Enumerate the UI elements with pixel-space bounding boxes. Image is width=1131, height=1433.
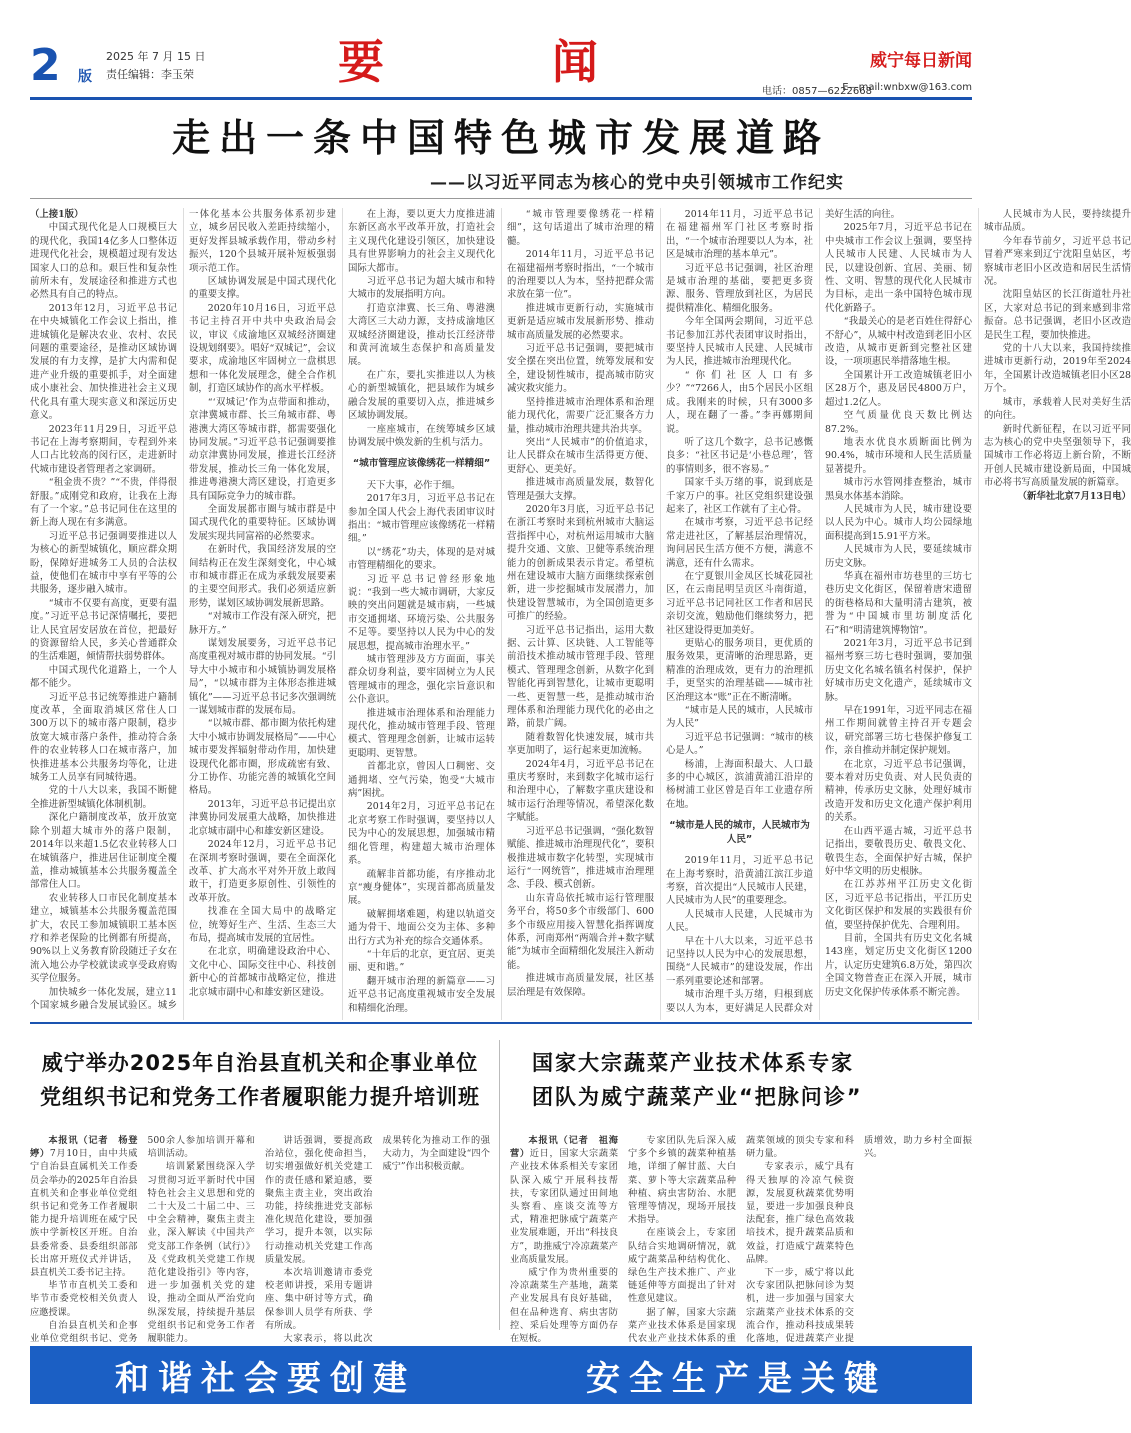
article-subhead: “城市是人民的城市，人民城市为人民” <box>669 820 810 845</box>
article-training-title-line2: 党组织书记和党务工作者履职能力提升培训班 <box>40 1085 480 1109</box>
article-paragraph: 中国式现代化道路上，一个人都不能少。 <box>30 664 177 690</box>
page-number: 2 <box>30 40 61 91</box>
main-subheadline: ——以习近平同志为核心的党中央引领城市工作纪实 <box>430 173 844 193</box>
article-paragraph: 区域协调发展是中国式现代化的重要支撑。 <box>189 276 336 301</box>
article-paragraph: 2019年11月，习近平总书记在上海考察时，沿黄浦江滨江步道考察，首次提出“人民城市人民建，人民城市为人民”的重要理念。 <box>666 855 813 907</box>
article-paragraph <box>30 1134 138 1279</box>
article-paragraph: “城市管理要像绣花一样精细”，这句话道出了城市治理的精髓。 <box>507 209 654 247</box>
article-paragraph: “城市是人民的城市，人民城市为人民” <box>666 705 813 730</box>
article-paragraph: 在城市考察，习近平总书记经常走进社区，了解基层治理情况，询问居民生活方便不方便，满意不满意，还有什么需求。 <box>666 517 813 569</box>
article-paragraph: 专家表示，威宁具有得天独厚的冷凉气候资源，发展夏秋蔬菜优势明显，要进一步加强良种良法配套，推广绿色高效栽培技术，提升蔬菜品质和效益，打造威宁蔬菜特色品牌。 <box>746 1161 854 1265</box>
article-paragraph: 2024年4月，习近平总书记在重庆考察时，来到数字化城市运行和治理中心，了解数字重庆建设和城市运行治理等情况，希望深化数字赋能。 <box>507 758 654 824</box>
article-paragraph: 推进城市高质量发展，社区基层治理是有效保障。 <box>507 973 654 998</box>
article-paragraph: 在新时代，我国经济发展的空间结构正在发生深刻变化，中心城市和城市群正在成为承载发展要素的主要空间形式。我们必须适应新形势，谋划区域协调发展新思路。 <box>189 544 336 609</box>
article-paragraph: 毕节市直机关工委和毕节市委党校相关负责人应邀授课。 <box>30 1280 138 1318</box>
article-paragraph: 首都北京，曾因人口稠密、交通拥堵、空气污染，饱受“大城市病”困扰。 <box>348 761 495 800</box>
article-paragraph: 听了这几个数字，总书记感慨良多：“社区书记是‘小巷总理’，管的事情则多，很不容易。” <box>666 436 813 475</box>
article-vegetables-title-line1: 国家大宗蔬菜产业技术体系专家 <box>532 1051 854 1075</box>
article-paragraph: 习近平总书记强调，社区治理是城市治理的基础，要把更多资源、服务、管理放到社区，为居民提供精准化、精细化服务。 <box>666 262 813 314</box>
article-paragraph: 2014年11月，习近平总书记在福建福州考察时指出，“一个城市的治理要以人为本，坚持把群众需求放在第一位”。 <box>507 249 654 301</box>
article-paragraph: 2021年3月，习近平总书记到福州考察三坊七巷时强调，要加强历史文化名城名镇名村保护，保护好城市历史文化遗产，延续城市文脉。 <box>825 638 972 703</box>
article-paragraph-text: 近日，国家大宗蔬菜产业技术体系相关专家团队深入威宁开展科技帮扶，专家团队通过田间地头察看、座谈交流等方式，精准把脉威宁蔬菜产业发展难题，开出“科技良方”，助推威宁冷凉蔬菜产业高质量发展。 <box>510 1148 619 1265</box>
article-source-signature: （新华社北京7月13日电） <box>1017 490 1131 502</box>
article-paragraph: 人民城市为人民，城市建设要以人民为中心。城市人均公园绿地面积提高到15.91平方米。 <box>825 503 972 542</box>
section-divider <box>30 1022 972 1024</box>
paper-name: 威宁每日新闻 <box>870 51 972 71</box>
article-training-title-line1: 威宁举办2025年自治县直机关和企事业单位 <box>41 1051 479 1075</box>
article-paragraph: “租金贵不贵？”“不贵，伴得很舒服。”成刚党和政府，让我在上海有了一个家。”总书记同住在这里的新上海人现在有多满意。 <box>30 477 177 529</box>
article-paragraph: “十年后的北京，更宜居、更美丽、更和谐。” <box>348 948 495 974</box>
article-paragraph: 2014年2月，习近平总书记在北京考察工作时强调，要坚持以人民为中心的发展思想，加强城市精细化管理，构建超大城市治理体系。 <box>348 801 495 867</box>
article-vegetables-body <box>510 1134 972 1362</box>
article-paragraph: 在座谈会上，专家团队结合实地调研情况，就威宁蔬菜品种结构优化、绿色生产技术推广、产业链延伸等方面提出了针对性意见建议。 <box>628 1227 736 1305</box>
article-paragraph: 培训紧紧围绕深入学习贯彻习近平新时代中国特色社会主义思想和党的二十大及二十届二中、三中全会精神，聚焦主责主业，深入解读《中国共产党支部工作条例（试行）》及《党政机关党建工作规范化建设指引》等内容，进一步加强机关党的建设，推动全面从严治党向纵深发展，持续提升基层党组织书记和党务工作者履职能力。 <box>147 1161 255 1345</box>
main-article-body <box>30 208 1131 1020</box>
slogan-banner <box>30 1346 972 1404</box>
article-paragraph: “城市不仅要有高度，更要有温度。”习近平总书记深情嘱托，要把让人民宜居安居放在首位，把最好的资源留给人民，多关心普通群众的生活难题，倾情帮扶弱势群体。 <box>30 597 177 663</box>
article-paragraph: 疏解非首都功能，有序推动北京“瘦身健体”，实现首都高质量发展。 <box>348 868 495 907</box>
article-paragraph: 早在十八大以来，习近平总书记坚持以人民为中心的发展思想，围绕“人民城市”的建设发展，作出一系列重要论述和部署。 <box>666 935 813 987</box>
issue-date: 2025 年 7 月 15 日 <box>106 50 206 63</box>
article-paragraph: 2017年3月，习近平总书记在参加全国人代会上海代表团审议时指出：“城市管理应该像绣花一样精细。” <box>348 493 495 545</box>
article-paragraph: 杨浦，上海面积最大、人口最多的中心城区，滨浦黄浦江沿岸的杨树浦工业区曾是百年工业遗存所在地。 <box>666 758 813 810</box>
article-paragraph: 突出“人民城市”的价值追求，让人民群众在城市生活得更方便、更舒心、更美好。 <box>507 436 654 475</box>
article-paragraph: 坚持推进城市治理体系和治理能力现代化，需要广泛汇聚各方力量，推动城市治理共建共治共享。 <box>507 396 654 435</box>
contact-phone: 电话：0857—6222668 <box>762 86 872 97</box>
article-paragraph: 今年春节前夕，习近平总书记冒着严寒来到辽宁沈阳皇姑区，考察城市老旧小区改造和居民生活情况。 <box>984 235 1131 288</box>
masthead <box>30 35 972 97</box>
article-paragraph: 城市，承载着人民对美好生活的向往。 <box>984 396 1131 422</box>
article-paragraph: 一座座城市，在统筹城乡区域协调发展中焕发新的生机与活力。 <box>348 423 495 448</box>
article-paragraph: 华真在福州市坊巷里的三坊七巷历史文化街区，保留着唐宋遗留的街巷格局和大量明清古建筑，被誉为“中国城市里坊制度活化石”和“明清建筑博物馆”。 <box>825 570 972 636</box>
article-paragraph: 习近平总书记指出，运用大数据、云计算、区块链、人工智能等前沿技术推动城市管理手段、管理模式、管理理念创新，从数字化到智能化再到智慧化，让城市更聪明一些、更智慧一些，是推动城市治理体系和治理能力现代化的必由之路，前景广阔。 <box>507 624 654 730</box>
article-vegetables <box>510 1032 972 1345</box>
article-paragraph: 深化户籍制度改革，放开放宽除个别超大城市外的落户限制，2014年以来超1.5亿农业转移人口在城镇落户，推进居住证制度全覆盖，推动城镇基本公共服务覆盖全部常住人口。 <box>30 812 177 891</box>
article-paragraph: 在宁夏银川金凤区长城花园社区，在云南昆明呈贡区斗南街道，习近平总书记同社区工作者和居民亲切交流，勉励他们继续努力，把社区建设得更加美好。 <box>666 570 813 636</box>
article-paragraph: 在江苏苏州平江历史文化街区，习近平总书记指出，平江历史文化街区保护和发展的实践很有价值，要坚持保护优先、合理利用。 <box>825 879 972 931</box>
article-subhead: “城市管理应该像绣花一样精细” <box>352 458 491 470</box>
article-paragraph: 农业转移人口市民化制度基本建立，城镇基本公共服务覆盖范围扩大，农民工参加城镇职工基本医疗和养老保险的比例都有所提高，90%以上义务教育阶段随迁子女在流入地公办学校就读或享受政府购买学位服务。 <box>30 892 177 985</box>
article-paragraph: 2020年10月16日，习近平总书记主持召开中共中央政治局会议，审议《成渝地区双城经济圈建设规划纲要》。唱好“双城记”，会议要求，成渝地区牢固树立一盘棋思想和一体化发展理念，健全合作机制，打造区域协作的高水平样板。 <box>189 302 336 395</box>
article-paragraph: 2020年3月底，习近平总书记在浙江考察时来到杭州城市大脑运营指挥中心，对杭州运用城市大脑提升交通、文旅、卫健等系统治理能力的创新成果表示肯定。希望杭州在建设城市大脑方面继续探索创新，进一步挖掘城市发展潜力，加快建设智慧城市，为全国创造更多可推广的经验。 <box>507 503 654 623</box>
article-paragraph: 习近平总书记强调：“城市的核心是人。” <box>666 731 813 757</box>
article-paragraph: 天下大事，必作于细。 <box>366 479 461 491</box>
article-paragraph: 城市污水管网排查整治，城市黑臭水体基本消除。 <box>825 477 972 502</box>
article-paragraph: 山东青岛依托城市运行管理服务平台，将50多个市级部门、600多个市级应用接入智慧化指挥调度体系，河南郑州“两端合并+数字赋能”为城市全面精细化发展注入新动能。 <box>507 892 654 971</box>
article-paragraph: 空气质量优良天数比例达87.2%。 <box>825 410 972 435</box>
article-vegetables-title <box>510 1032 972 1114</box>
article-byline: 本报讯（记者 祖海营） <box>510 1135 618 1160</box>
article-paragraph: 习近平总书记统筹推进户籍制度改革，全面取消城区常住人口300万以下的城市落户限制，稳步放宽大城市落户条件，推动符合条件的农业转移人口在城市落户，加快推进基本公共服务均等化，让进城务工人员享有同城待遇。 <box>30 691 177 784</box>
section-title: 要闻 <box>338 35 766 89</box>
article-paragraph: 中国式现代化是人口规模巨大的现代化，我国14亿多人口整体迈进现代化社会，规模超过现有发达国家人口的总和。艰巨性和复杂性前所未有，发展途径和推进方式也必然具有自己的特点。 <box>30 222 177 301</box>
article-paragraph: 破解拥堵难题，构建以轨道交通为骨干、地面公交为主体、多种出行方式为补充的综合交通体系。 <box>348 908 495 947</box>
column-divider <box>499 1040 500 1330</box>
article-byline: 本报讯（记者 杨登婷） <box>30 1135 138 1160</box>
article-paragraph: 在北京，习近平总书记强调，要本着对历史负责、对人民负责的精神，传承历史文脉，处理好城市改造开发和历史文化遗产保护利用的关系。 <box>825 758 972 824</box>
article-paragraph: 党的十八大以来，我国不断健全推进新型城镇化体制机制。 <box>30 785 177 810</box>
article-paragraph: 谋划发展要务，习近平总书记高度重视对城市群的协同发展。“引导大中小城市和小城镇协调发展格局”，“以城市群为主体形态推进城镇化”——习近平总书记多次强调统一谋划城市群的发展布局。 <box>189 638 336 717</box>
article-paragraph: 全国累计开工改造城镇老旧小区28万个，惠及居民4800万户，超过1.2亿人。 <box>825 369 972 408</box>
article-paragraph: 今年全国两会期间，习近平总书记参加江苏代表团审议时指出，要坚持人民城市人民建、人民城市为人民，推进城市治理现代化。 <box>666 316 813 368</box>
page-suffix: 版 <box>78 69 92 85</box>
article-paragraph: 2024年12月，习近平总书记在深圳考察时强调，要在全面深化改革、扩大高水平对外开放上敢闯敢干，打造更多原创性、引领性的改革开放。 <box>189 839 336 904</box>
editor-credit: 责任编辑：李玉荣 <box>106 68 194 81</box>
headline-rule <box>30 198 972 199</box>
article-paragraph: 推进城市更新行动，实施城市更新是适应城市发展新形势、推动城市高质量发展的必然要求。 <box>507 302 654 341</box>
main-headline: 走出一条中国特色城市发展道路 <box>171 116 830 160</box>
article-paragraph: 新时代新征程，在以习近平同志为核心的党中央坚强领导下，我国城市工作必将迈上新台阶，不断开创人民城市建设新局面，中国城市必将书写高质量发展的新篇章。 <box>984 423 1131 489</box>
article-paragraph: 沈阳皇姑区的长江街道牡丹社区，大家对总书记的到来感到非常振奋。总书记强调，老旧小区改造是民生工程，要加快推进。 <box>984 289 1131 341</box>
article-paragraph: 据了解，国家大宗蔬菜产业技术体系是国家现代农业产业技术体系的重 蔬菜领域的顶尖专家和科研力量。 <box>628 1135 854 1345</box>
article-training-title <box>30 1032 490 1114</box>
article-paragraph: 习近平总书记为超大城市和特大城市的发展指明方向。 <box>348 276 495 301</box>
article-paragraph: 威宁作为贵州重要的冷凉蔬菜生产基地，蔬菜产业发展具有良好基础，但在品种选育、病虫害防控、采后处理等方面仍存在短板。 <box>510 1267 618 1345</box>
masthead-rule <box>30 97 972 100</box>
article-paragraph: 推进城市治理体系和治理能力现代化，推动城市管理手段、管理模式、管理理念创新，让城市运转更聪明、更智慧。 <box>348 707 495 759</box>
article-paragraph: 习近平总书记强调要推进以人为核心的新型城镇化，顺应群众期盼，保障好进城务工人员的合法权益，使他们在城市中享有平等的公共服务，逐步融入城市。 <box>30 530 177 596</box>
article-paragraph: 推进城市高质量发展，数智化管理是强大支撑。 <box>507 477 654 502</box>
slogan-right: 安全生产是关键 <box>586 1358 887 1399</box>
article-paragraph: 在广东，要扎实推进以人为核心的新型城镇化，把县域作为城乡融合发展的重要切入点，推进城乡区域协调发展。 <box>348 369 495 422</box>
article-paragraph: 下一步，威宁将以此次专家团队把脉问诊为契机，进一步加强与国家大宗蔬菜产业技术体系的交流合作，推动科技成果转化落地，促进蔬菜产业提质增效，助力乡村全面振兴。 <box>746 1135 972 1345</box>
article-training-body <box>30 1134 490 1362</box>
article-paragraph: 2013年12月，习近平总书记在中央城镇化工作会议上指出，推进城镇化是解决农业、农村、农民问题的重要途径，是推动区域协调发展的有力支撑，是扩大内需和促进产业升级的重要抓手，对全面建成小康社会、加快推进社会主义现代化具有重大现实意义和深远历史意义。 <box>30 302 177 422</box>
article-paragraph: 习近平总书记曾经形象地说：“我到一些大城市调研，大家反映的突出问题就是城市病，一些城市交通拥堵、环境污染、公共服务不足等。要坚持以人民为中心的发展思想，提高城市治理水平。” <box>348 573 495 652</box>
article-continuation-note: （上接1版） <box>30 209 84 220</box>
article-paragraph: 更贴心的服务项目，更优质的服务效果，更清晰的治理思路，更精准的治理成效，更有力的治理抓手，更坚实的治理基础——城市社区治理这本“账”正在不断清晰。 <box>666 638 813 703</box>
article-paragraph: 国家千头万绪的事，说到底是千家万户的事。社区党组织建设强起来了，社区工作就有了主心骨。 <box>666 477 813 515</box>
article-paragraph: 翻开城市治理的新篇章——习近平总书记高度重视城市安全发展和精细化治理。 <box>348 975 495 1014</box>
article-paragraph: 2025年7月，习近平总书记在中央城市工作会议上强调，要坚持人民城市人民建、人民城市为人民，以建设创新、宜居、美丽、韧性、文明、智慧的现代化人民城市为目标，走出一条中国特色城市现代化新路子。 <box>825 222 972 314</box>
article-training <box>30 1032 490 1345</box>
article-paragraph: 目前，全国共有历史文化名城143座，划定历史文化街区1200片，认定历史建筑6.8万处，第四次全国文物普查正在深入开展，城市历史文化保护传承体系不断完善。 <box>825 932 972 998</box>
article-paragraph: 大家表示，将以此次 成果转化为推动工作的强大动力，为全面建设“四个威宁”作出积极贡献。 <box>283 1135 490 1345</box>
article-paragraph: 在上海，要以更大力度推进浦东新区高水平改革开放，打造社会主义现代化建设引领区，加快建设具有世界影响力的社会主义现代化国际大都市。 <box>348 209 495 274</box>
article-paragraph: 人民城市人民建，人民城市为人民。 <box>666 908 813 934</box>
article-paragraph: 以“绣花”功夫，体现的是对城市管理精细化的要求。 <box>348 546 495 572</box>
article-paragraph <box>510 1134 618 1266</box>
article-paragraph: “‘双城记’作为点带面和推动，京津冀城市群、长三角城市群、粤港澳大湾区等城市群，都需要强化协同发展。”习近平总书记强调要推动京津冀协同发展，推进长江经济带发展，推动长三角一体化发展，推进粤港澳大湾区建设，打造更多具有国际竞争力的城市群。 <box>189 396 336 502</box>
article-paragraph: 全面发展都市圈与城市群是中国式现代化的重要特征。区域协调发展实现共同富裕的必然要求。 <box>189 503 336 542</box>
article-paragraph: 人民城市为人民，要持续提升城市品质。 <box>984 209 1131 234</box>
article-paragraph-text: 7月10日，由中共威宁自治县直属机关工作委员会举办的2025年自治县直机关和企事业单位党组织书记和党务工作者履职能力提升培训班在威宁民族中学新校区开班。自治县委常委、县委组织部部长出席开班仪式并讲话，县直机关工委书记主持。 <box>30 1148 138 1279</box>
article-vegetables-title-line2: 团队为威宁蔬菜产业“把脉问诊” <box>532 1085 863 1109</box>
article-paragraph: “我最关心的是老百姓住得舒心不舒心”，从城中村改造到老旧小区改造，从城市更新到完整社区建设，一项项惠民举措落地生根。 <box>825 316 972 368</box>
article-paragraph: 讲话强调，要提高政治站位，强化使命担当，切实增强做好机关党建工作的责任感和紧迫感，要聚焦主责主业，突出政治功能，持续推进党支部标准化规范化建设，要加强学习，提升本领，以实际行动推动机关党建工作高质量发展。 <box>265 1135 373 1265</box>
article-paragraph: 党的十八大以来，我国持续推进城市更新行动，2019年至2024年，全国累计改造城镇老旧小区28万个。 <box>984 343 1131 395</box>
article-paragraph: 专家团队先后深入威宁多个乡镇的蔬菜种植基地，详细了解甘蓝、大白菜、萝卜等大宗蔬菜品种种植、病虫害防治、水肥管理等情况，现场开展技术指导。 <box>628 1135 736 1226</box>
article-paragraph: 找准在全国大局中的战略定位，统筹好生产、生活、生态三大布局，提高城市发展的宜居性。 <box>189 906 336 944</box>
slogan-left: 和谐社会要创建 <box>115 1358 416 1399</box>
article-paragraph: “你们社区人口有多少？”“7266人，由5个居民小区组成。我刚来的时候，只有3000多人，现在翻了一番。”李再娜期间说。 <box>666 369 813 435</box>
article-paragraph: 2014年11月，习近平总书记在福建福州军门社区考察时指出，“一个城市治理要以人为本，社区是城市治理的基本单元”。 <box>666 209 813 261</box>
article-paragraph: 2013年，习近平总书记提出京津冀协同发展重大战略，加快推进北京城市副中心和雄安新区建设。 <box>189 798 336 837</box>
article-paragraph: 在北京，明确建设政治中心、文化中心、国际交往中心、科技创新中心的首都城市战略定位，推进北京城市副中心和雄安新区建设。 <box>189 946 336 998</box>
article-paragraph: 习近平总书记强调，“强化数智赋能、推进城市治理现代化”，要积极推进城市数字化转型，实现城市运行“一网统管”，推进城市治理理念、手段、模式创新。 <box>507 825 654 891</box>
article-paragraph: 2023年11月29日，习近平总书记在上海考察期间，专程到外来人口占比较高的闵行区，走进新时代城市建设者管理者之家调研。 <box>30 423 177 475</box>
contact-email: E—mail:wnbxw@163.com <box>842 82 972 93</box>
article-paragraph: 城市管理涉及方方面面，事关群众切身利益，要牢固树立为人民管理城市的理念，强化宗旨意识和公仆意识。 <box>348 654 495 706</box>
article-paragraph: 随着数智化快速发展，城市共享更加明了，运行起来更加流畅。 <box>507 731 654 757</box>
article-paragraph: 在山西平遥古城，习近平总书记指出，要敬畏历史、敬畏文化、敬畏生态，全面保护好古城，保护好中华文明的历史根脉。 <box>825 825 972 877</box>
article-paragraph: 早在1991年，习近平同志在福州工作期间就曾主持召开专题会议，研究部署三坊七巷保护修复工作，亲自推动并制定保护规划。 <box>825 705 972 757</box>
article-paragraph: 地表水优良水质断面比例为90.4%，城市环境和人民生活质量显著提升。 <box>825 436 972 475</box>
article-paragraph: 人民城市为人民，要延续城市历史文脉。 <box>825 544 972 569</box>
article-paragraph: “对城市工作没有深入研究，把脉开方。” <box>189 611 336 636</box>
article-paragraph: “以城市群、都市圈为依托构建大中小城市协调发展格局”——中心城市要发挥辐射带动作用，加快建设现代化都市圈，形成疏密有致、分工协作、功能完善的城镇化空间格局。 <box>189 718 336 797</box>
article-paragraph: 习近平总书记强调，要把城市安全摆在突出位置，统筹发展和安全，建设韧性城市，提高城市防灾减灾救灾能力。 <box>507 343 654 395</box>
article-paragraph: 自治县直机关和企事业单位党组织书记、党务 500余人参加培训开幕和培训活动。 <box>30 1135 255 1345</box>
article-paragraph: 加快城乡一体化发展，建立11个国家城乡融合发展试验区。城乡一体化基本公共服务体系初步建立，城乡居民收入差距持续缩小，更好发挥县城承载作用，带动乡村振兴，120个县城开展补短板强弱项示范工作。 <box>30 209 336 1011</box>
article-paragraph: 本次培训邀请市委党校老师讲授，采用专题讲座、集中研讨等方式，确保参训人员学有所获、学有所成。 <box>265 1267 373 1331</box>
article-paragraph: 城市治理千头万绪，归根到底要以人为本，更好满足人民群众对美好生活的向往。 <box>666 209 901 1014</box>
article-paragraph: 打造京津冀、长三角、粤港澳大湾区三大动力源，支持成渝地区双城经济圈建设，推动长江经济带和黄河流域生态保护和高质量发展。 <box>348 302 495 368</box>
